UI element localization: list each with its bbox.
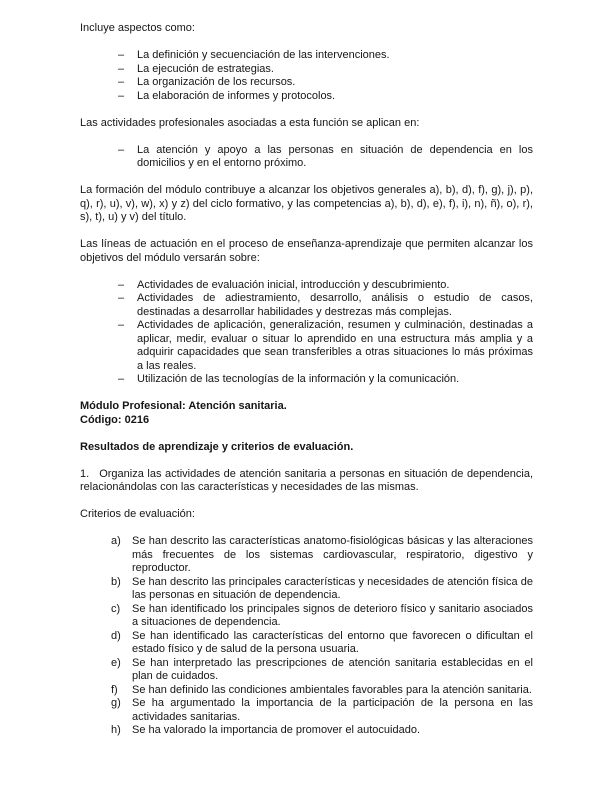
list-item-text: Se han descrito las características anatomo-fisiológicas básicas y las alteraciones más frecuentes de los sistemas cardiovascular, respiratorio, digestivo y reproductor.: [132, 535, 533, 574]
letter-marker: e): [111, 656, 121, 669]
list-item: [80, 292, 533, 319]
list-item-text: Se han descrito las principales características y necesidades de atención física de las personas en situación de dependencia.: [132, 575, 533, 601]
section-heading: Resultados de aprendizaje y criterios de evaluación.: [80, 440, 354, 453]
list-item-text: Se han identificado las características del entorno que favorecen o dificultan el estado físico y de salud de la persona usuaria.: [132, 629, 533, 655]
dash-bullet: –: [118, 89, 125, 102]
paragraph: La formación del módulo contribuye a alcanzar los objetivos generales a), b), d), f), g), j), p), q), r), u), v), w), x) y z) del ciclo formativo, y las competencias a), b), d), e), f), i), n), ñ), o), r), s), t), u) y v) del título.: [80, 184, 533, 223]
list-item: [80, 697, 533, 724]
list-item-text: Se ha valorado la importancia de promover el autocuidado.: [132, 724, 421, 736]
dash-bullet: –: [118, 62, 125, 75]
list-item: [80, 76, 533, 90]
letter-marker: b): [111, 575, 121, 588]
letter-marker: h): [111, 724, 121, 736]
paragraph: [80, 468, 533, 495]
list-item: [80, 724, 533, 738]
list-item-text: La definición y secuenciación de las intervenciones.: [137, 49, 390, 61]
letter-marker: c): [111, 602, 121, 615]
list-item-text: La organización de los recursos.: [137, 76, 296, 88]
paragraph: Las líneas de actuación en el proceso de enseñanza-aprendizaje que permiten alcanzar los objetivos del módulo versarán sobre:: [80, 238, 533, 264]
dash-bullet: –: [118, 143, 125, 156]
section-heading: Código: 0216: [80, 413, 150, 426]
list-item-text: La elaboración de informes y protocolos.: [137, 89, 336, 102]
paragraph-text: Organiza las actividades de atención sanitaria a personas en situación de dependencia, relacionándolas con las características y necesidades de las mismas.: [80, 467, 533, 493]
list-item: [80, 144, 533, 171]
letter-marker: a): [111, 535, 121, 547]
dash-bullet: –: [118, 292, 125, 304]
list-item-text: Actividades de aplicación, generalización, resumen y culminación, destinadas a aplicar, medir, evaluar o situar lo aprendido en una estructura más amplia y a adquirir capacidades que sean transferibles a otras situaciones lo más próximas a las reales.: [137, 319, 533, 372]
list-item: [80, 535, 533, 576]
paragraph: Las actividades profesionales asociadas a esta función se aplican en:: [80, 116, 420, 129]
list-item: [80, 319, 533, 373]
letter-marker: g): [111, 697, 121, 709]
list-item-text: Actividades de adiestramiento, desarrollo, análisis o estudio de casos, destinadas a desarrollar habilidades y destrezas más complejas.: [137, 292, 533, 318]
list-item-text: Se han interpretado las prescripciones de atención sanitaria establecidas en el plan de cuidados.: [132, 656, 533, 682]
dash-bullet: –: [118, 49, 125, 61]
list-item: [80, 657, 533, 684]
list-item: [80, 684, 533, 698]
dash-bullet: –: [118, 319, 125, 331]
list-item: [80, 373, 533, 387]
dash-bullet: –: [118, 278, 125, 291]
section-heading: Módulo Profesional: Atención sanitaria.: [80, 400, 287, 412]
letter-list: [80, 535, 533, 738]
dash-list: [80, 279, 533, 387]
list-item-text: Se ha argumentado la importancia de la participación de la persona en las actividades sanitarias.: [132, 697, 533, 723]
letter-marker: d): [111, 629, 121, 642]
letter-marker: f): [111, 683, 118, 696]
paragraph: Criterios de evaluación:: [80, 508, 195, 520]
list-item-text: La ejecución de estrategias.: [137, 62, 274, 75]
list-item: [80, 279, 533, 293]
list-item: [80, 90, 533, 104]
list-item: [80, 576, 533, 603]
paragraph: Incluye aspectos como:: [80, 22, 195, 34]
list-item: [80, 63, 533, 77]
dash-list: [80, 144, 533, 171]
dash-list: [80, 49, 533, 103]
list-item-text: La atención y apoyo a las personas en situación de dependencia en los domicilios y en el entorno próximo.: [137, 143, 533, 169]
list-item-text: Se han identificado los principales signos de deterioro físico y sanitario asociados a situaciones de dependencia.: [132, 602, 533, 628]
dash-bullet: –: [118, 76, 125, 88]
list-item: [80, 630, 533, 657]
paragraph-number: 1.: [80, 467, 90, 480]
list-item: [80, 603, 533, 630]
dash-bullet: –: [118, 373, 125, 385]
list-item-text: Actividades de evaluación inicial, introducción y descubrimiento.: [137, 278, 450, 291]
list-item-text: Se han definido las condiciones ambientales favorables para la atención sanitaria.: [132, 683, 532, 696]
list-item-text: Utilización de las tecnologías de la información y la comunicación.: [137, 373, 460, 385]
list-item: [80, 49, 533, 63]
